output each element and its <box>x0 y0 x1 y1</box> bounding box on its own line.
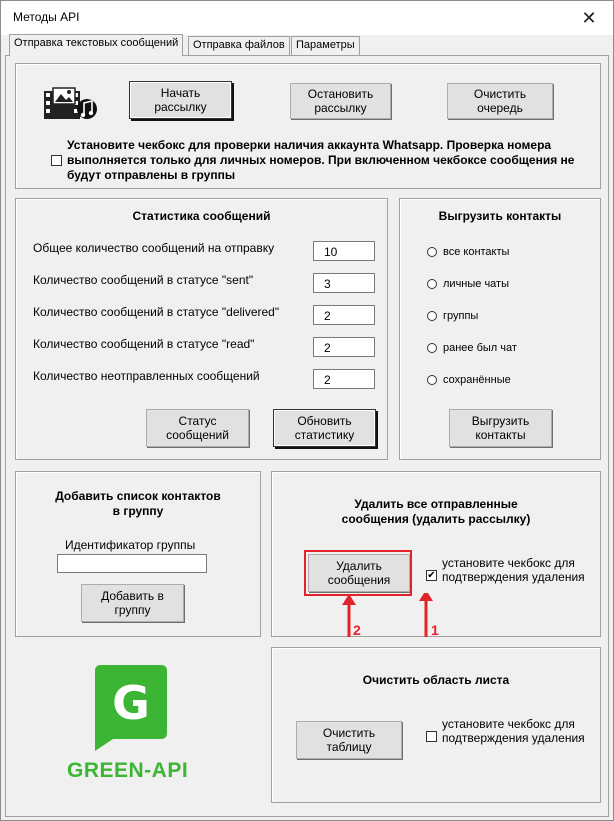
group-id-label: Идентификатор группы <box>65 538 196 552</box>
stats-title: Статистика сообщений <box>132 209 271 223</box>
tab-file-sending[interactable]: Отправка файлов <box>188 36 290 55</box>
title-bar <box>1 1 613 35</box>
logo-text: GREEN-API <box>67 759 189 782</box>
window-title: Методы API <box>13 10 80 24</box>
logo-letter: G <box>112 676 150 730</box>
arrow-1-head <box>419 593 433 601</box>
clear-table-button[interactable]: Очистить таблицу <box>296 721 402 759</box>
tab-text-messages[interactable]: Отправка текстовых сообщений <box>9 34 183 56</box>
green-api-logo-icon <box>93 663 169 753</box>
delete-sent-title: Удалить все отправленные сообщения (удалить рассылку) <box>341 497 531 526</box>
whatsapp-check-label: Установите чекбокс для проверки наличия аккаунта Whatsapp. Проверка номера выполняется только для личных номеров. При включенном чекбоксе сообщения не будут отправлены в группы <box>67 138 575 182</box>
stats-value-total: 10 <box>313 241 375 261</box>
clear-confirm-checkbox[interactable] <box>426 731 437 742</box>
stats-label-unsent: Количество неотправленных сообщений <box>33 369 260 383</box>
export-title: Выгрузить контакты <box>438 209 562 223</box>
stats-label-delivered: Количество сообщений в статусе "delivered" <box>33 305 280 319</box>
radio-all-contacts-label: все контакты <box>443 246 510 258</box>
clear-queue-button[interactable]: Очистить очередь <box>447 83 553 119</box>
radio-personal-chats-label: личные чаты <box>443 278 509 290</box>
stop-mailing-button[interactable]: Остановить рассылку <box>290 83 391 119</box>
clear-confirm-label: установите чекбокс для подтверждения удаления <box>442 717 585 745</box>
stats-label-sent: Количество сообщений в статусе "sent" <box>33 273 254 287</box>
stats-label-read: Количество сообщений в статусе "read" <box>33 337 255 351</box>
stats-value-delivered: 2 <box>313 305 375 325</box>
radio-all-contacts[interactable] <box>427 247 437 257</box>
tab-parameters[interactable]: Параметры <box>291 36 360 55</box>
start-mailing-button[interactable]: Начать рассылку <box>129 81 232 119</box>
export-contacts-button[interactable]: Выгрузить контакты <box>449 409 552 447</box>
add-to-group-button[interactable]: Добавить в группу <box>81 584 184 622</box>
highlight-box <box>304 550 412 596</box>
delete-confirm-label: установите чекбокс для подтверждения удаления <box>442 556 585 584</box>
stats-label-total: Общее количество сообщений на отправку <box>33 241 275 255</box>
radio-previous-chat-label: ранее был чат <box>443 342 517 354</box>
clear-sheet-title: Очистить область листа <box>362 673 510 687</box>
radio-groups[interactable] <box>427 311 437 321</box>
message-status-button[interactable]: Статус сообщений <box>146 409 249 447</box>
radio-groups-label: группы <box>443 310 479 322</box>
annotation-number-2: 2 <box>353 622 361 638</box>
delete-messages-button[interactable]: Удалить сообщения <box>308 554 410 592</box>
annotation-number-1: 1 <box>431 622 439 638</box>
radio-personal-chats[interactable] <box>427 279 437 289</box>
delete-confirm-checkbox[interactable]: ✔ <box>427 570 436 581</box>
stats-value-sent: 3 <box>313 273 375 293</box>
radio-saved[interactable] <box>427 375 437 385</box>
arrow-2-head <box>342 594 356 605</box>
media-icon <box>43 85 99 123</box>
radio-previous-chat[interactable] <box>427 343 437 353</box>
refresh-stats-button[interactable]: Обновить статистику <box>273 409 376 447</box>
stats-value-read: 2 <box>313 337 375 357</box>
close-icon[interactable]: ✕ <box>581 8 597 28</box>
group-id-input[interactable] <box>57 554 207 573</box>
radio-saved-label: сохранённые <box>443 374 511 386</box>
stats-value-unsent: 2 <box>313 369 375 389</box>
add-group-title: Добавить список контактов в группу <box>55 489 221 518</box>
whatsapp-check-checkbox[interactable] <box>51 155 62 166</box>
